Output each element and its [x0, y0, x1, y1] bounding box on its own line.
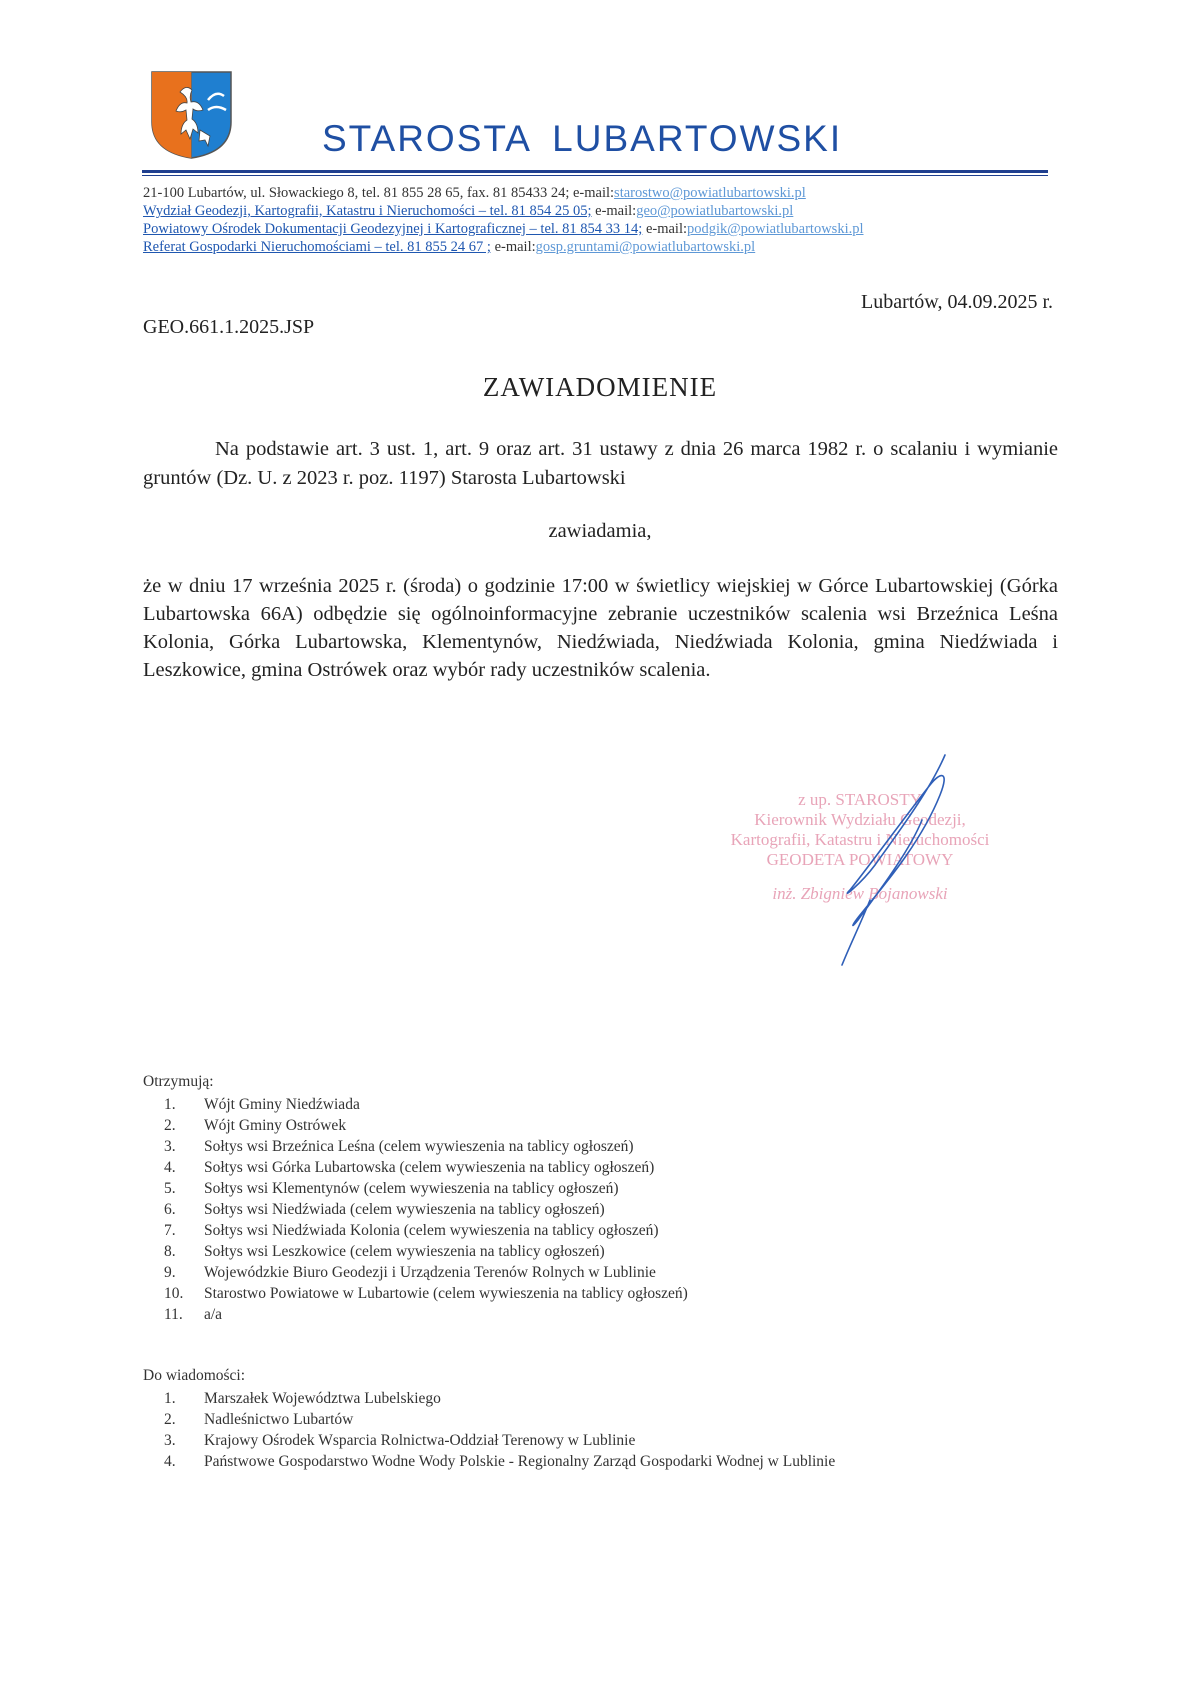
gn-email-label: e-mail: — [490, 239, 536, 255]
list-item: 3. Sołtys wsi Brzeźnica Leśna (celem wywieszenia na tablicy ogłoszeń) — [164, 1138, 634, 1155]
gn-email-link[interactable]: gosp.gruntami@powiatlubartowski.pl — [535, 239, 756, 255]
list-item: 5. Sołtys wsi Klementynów (celem wywieszenia na tablicy ogłoszeń) — [164, 1180, 619, 1197]
list-item: 4. Sołtys wsi Górka Lubartowska (celem wywieszenia na tablicy ogłoszeń) — [164, 1159, 655, 1176]
office-title: STAROSTA LUBARTOWSKI — [322, 118, 843, 159]
list-item: 8. Sołtys wsi Leszkowice (celem wywieszenia na tablicy ogłoszeń) — [164, 1243, 605, 1260]
intro-paragraph: Na podstawie art. 3 ust. 1, art. 9 oraz art. 31 ustawy z dnia 26 marca 1982 r. o scalaniu i wymianie gruntów (Dz. U. z 2023 r. poz. 1197) Starosta Lubartowski — [143, 438, 1058, 489]
gn-dept-link[interactable]: Referat Gospodarki Nieruchomościami – tel. 81 855 24 67 ; — [143, 239, 491, 255]
geo-dept-link[interactable]: Wydział Geodezji, Kartografii, Katastru i Nieruchomości – tel. 81 854 25 05; — [143, 203, 592, 219]
contact-gn-line — [143, 239, 755, 256]
stamp-line: Kartografii, Katastru i Nieruchomości — [730, 830, 990, 849]
notice-title: ZAWIADOMIENIE — [482, 372, 718, 402]
address-text: 21-100 Lubartów, ul. Słowackiego 8, tel. 81 855 28 65, fax. 81 85433 24; e-mail: — [143, 185, 615, 201]
list-item: 3. Krajowy Ośrodek Wsparcia Rolnictwa-Oddział Terenowy w Lublinie — [164, 1432, 636, 1449]
list-item: 7. Sołtys wsi Niedźwiada Kolonia (celem wywieszenia na tablicy ogłoszeń) — [164, 1222, 659, 1239]
contact-podgik-line — [143, 221, 864, 238]
list-item: 1. Wójt Gminy Niedźwiada — [164, 1096, 360, 1113]
recipients-heading: Otrzymują: — [143, 1073, 214, 1090]
list-item: 2. Nadleśnictwo Lubartów — [164, 1411, 354, 1428]
notify-word: zawiadamia, — [548, 520, 652, 542]
stamp-signatory-name: inż. Zbigniew Bojanowski — [772, 884, 948, 903]
document-date: Lubartów, 04.09.2025 r. — [860, 291, 1053, 313]
stamp-line: z up. STAROSTY — [798, 790, 922, 809]
case-number: GEO.661.1.2025.JSP — [143, 316, 315, 338]
list-item: 4. Państwowe Gospodarstwo Wodne Wody Polskie - Regionalny Zarząd Gospodarki Wodnej w Lublinie — [164, 1453, 836, 1470]
podgik-email-label: e-mail: — [642, 221, 688, 237]
stamp-line: Kierownik Wydziału Geodezji, — [754, 810, 966, 829]
podgik-dept-link[interactable]: Powiatowy Ośrodek Dokumentacji Geodezyjnej i Kartograficznej – tel. 81 854 33 14; — [143, 221, 643, 237]
recipients-list — [164, 1094, 688, 1325]
office-email-link[interactable]: starostwo@powiatlubartowski.pl — [614, 185, 806, 201]
contact-address-line — [143, 185, 806, 202]
coat-of-arms-logo — [150, 70, 233, 160]
list-item: 6. Sołtys wsi Niedźwiada (celem wywieszenia na tablicy ogłoszeń) — [164, 1201, 605, 1218]
header-divider — [142, 170, 1048, 177]
geo-email-link[interactable]: geo@powiatlubartowski.pl — [636, 203, 794, 219]
cc-list — [164, 1388, 835, 1472]
list-item: 11. a/a — [164, 1306, 223, 1323]
list-item: 2. Wójt Gminy Ostrówek — [164, 1117, 347, 1134]
handwritten-signature — [780, 750, 980, 970]
podgik-email-link[interactable]: podgik@powiatlubartowski.pl — [687, 221, 864, 237]
cc-heading: Do wiadomości: — [143, 1367, 246, 1384]
contact-geo-line — [143, 203, 793, 220]
list-item: 10. Starostwo Powiatowe w Lubartowie (celem wywieszenia na tablicy ogłoszeń) — [164, 1285, 688, 1302]
list-item: 1. Marszałek Województwa Lubelskiego — [164, 1390, 441, 1407]
main-paragraph: że w dniu 17 września 2025 r. (środa) o godzinie 17:00 w świetlicy wiejskiej w Górce Lubartowskiej (Górka Lubartowska 66A) odbędzie się ogólnoinformacyjne zebranie uczestników scalenia wsi Brzeźnica Leśna Kolonia, Górka Lubartowska, Klementynów, Niedźwiada, Niedźwiada Kolonia, gmina Niedźwiada i Leszkowice, gmina Ostrówek oraz wybór rady uczestników scalenia. — [143, 575, 1058, 681]
geo-email-label: e-mail: — [591, 203, 637, 219]
stamp-line: GEODETA POWIATOWY — [766, 850, 954, 869]
list-item: 9. Wojewódzkie Biuro Geodezji i Urządzenia Terenów Rolnych w Lublinie — [164, 1264, 656, 1281]
